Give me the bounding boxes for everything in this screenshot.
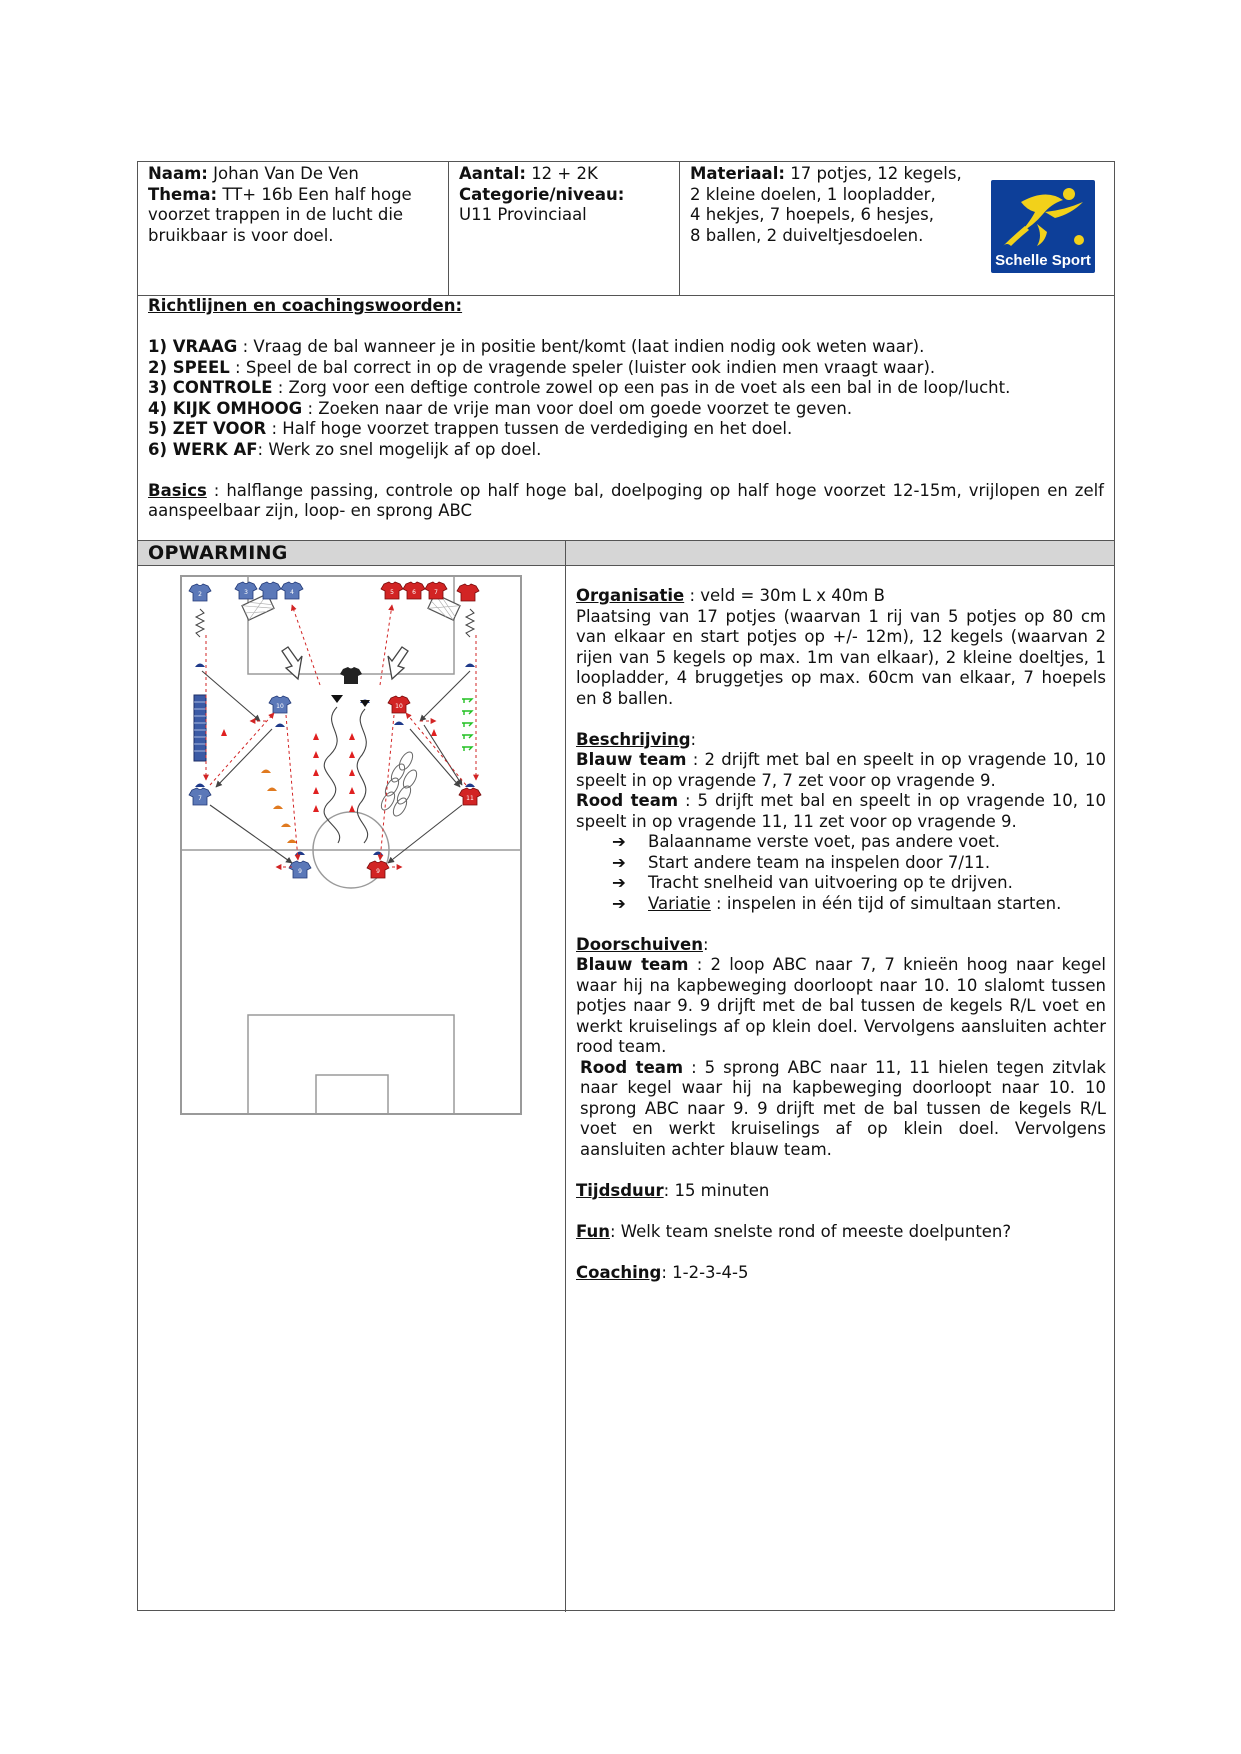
blauw-team-desc: Blauw team : 2 drijft met bal en speelt in op vragende 10, 10 speelt in op vragende 7, 7 zet voor op vragende 9.	[576, 750, 1106, 790]
blue-number-2: 2	[198, 591, 202, 598]
bullet-1: ➔ Balaanname verste voet, pas andere voet.	[612, 832, 1001, 851]
materiaal-line-4: 8 ballen, 2 duiveltjesdoelen.	[690, 225, 924, 245]
materiaal-line-3: 4 hekjes, 7 hoepels, 6 hesjes,	[690, 205, 934, 224]
blue-number-10: 10	[276, 703, 284, 710]
materiaal-line-2: 2 kleine doelen, 1 loopladder,	[690, 184, 936, 204]
guideline-item-2: 2) SPEEL : Speel de bal correct in op de vragende speler (luister ook indien men vraagt waar).	[148, 357, 936, 377]
logo-text: Schelle Sport	[995, 252, 1091, 269]
doorschuiven-rood: Rood team : 5 sprong ABC naar 11, 11 hielen tegen zitvlak naar kegel waar hij na kapbeweging doorloopt naar 10. 10 sprong ABC naar 9. 9 drijft met de bal tussen de kegels R/L voet en werkt kruiselings af op klein doel. Vervolgens aansluiten achter blauw team.	[580, 1057, 1106, 1159]
red-number-7: 7	[434, 589, 438, 596]
red-number-11: 11	[466, 795, 474, 802]
rood-team-desc: Rood team : 5 drijft met bal en speelt in op vragende 10, 10 speelt in op vragende 11, 11 zet voor op vragende 9.	[576, 791, 1106, 831]
description-column	[576, 586, 1106, 1283]
section-header	[138, 541, 1114, 566]
red-number-9: 9	[376, 868, 380, 875]
red-number-10: 10	[395, 703, 403, 710]
organisatie-line: Organisatie : veld = 30m L x 40m B	[576, 586, 885, 605]
arrow-icon: ➔	[612, 873, 626, 892]
session-sheet	[137, 161, 1115, 1611]
bullet-variatie: ➔ Variatie : inspelen in één tijd of simultaan starten.	[612, 893, 1062, 913]
red-number-6: 6	[412, 589, 416, 596]
coaching-line: Coaching: 1-2-3-4-5	[576, 1262, 749, 1282]
arrow-icon: ➔	[612, 832, 626, 851]
pitch-outline	[181, 576, 521, 1114]
guideline-item-1: 1) VRAAG : Vraag de bal wanneer je in positie bent/komt (laat indien nodig ook weten waar).	[148, 337, 925, 356]
header-name-cell	[138, 162, 449, 295]
naam-value: Johan Van De Ven	[213, 164, 359, 183]
thema-value: TT+ 16b Een half hoge voorzet trappen in de lucht die bruikbaar is voor doel.	[148, 184, 412, 245]
arrow-icon: ➔	[612, 893, 626, 913]
aantal-value: 12 + 2K	[531, 164, 598, 183]
red-number-5: 5	[390, 589, 394, 596]
naam-label: Naam:	[148, 164, 208, 183]
guidelines-section	[138, 296, 1114, 541]
guideline-item-5: 5) ZET VOOR : Half hoge voorzet trappen tussen de verdediging en het doel.	[148, 419, 793, 438]
tijdsduur-line: Tijdsduur: 15 minuten	[576, 1180, 770, 1200]
categorie-value: U11 Provinciaal	[459, 205, 587, 224]
doorschuiven-blauw: Blauw team : 2 loop ABC naar 7, 7 knieën hoog naar kegel waar hij na kapbeweging doorloopt naar 10. 10 slalomt tussen potjes naar 9. 9 drijft met de bal tussen de kegels R/L voet en werkt kruiselings af op klein doel. Vervolgens aansluiten achter rood team.	[576, 955, 1106, 1056]
exercise-diagram	[180, 575, 524, 1119]
arrow-icon: ➔	[612, 852, 626, 872]
thema-label: Thema:	[148, 184, 218, 204]
materiaal-line-1: 17 potjes, 12 kegels,	[790, 164, 962, 183]
guideline-item-3: 3) CONTROLE : Zorg voor een deftige controle zowel op een pas in de voet als een bal in de loop/lucht.	[148, 378, 1011, 397]
fun-line: Fun: Welk team snelste rond of meeste doelpunten?	[576, 1221, 1012, 1241]
blue-number-9: 9	[298, 868, 302, 875]
categorie-label: Categorie/niveau:	[459, 184, 625, 204]
guideline-item-4: 4) KIJK OMHOOG : Zoeken naar de vrije man voor doel om goede voorzet te geven.	[148, 398, 853, 418]
header-table	[138, 162, 1114, 296]
club-logo	[991, 180, 1095, 273]
bullet-3: ➔ Tracht snelheid van uitvoering op te drijven.	[612, 873, 1013, 892]
column-divider	[565, 541, 566, 1612]
aantal-label: Aantal:	[459, 164, 526, 183]
blue-number-7: 7	[198, 795, 202, 802]
bullet-2: ➔ Start andere team na inspelen door 7/11.	[612, 852, 991, 872]
guideline-item-6: 6) WERK AF: Werk zo snel mogelijk af op doel.	[148, 439, 542, 459]
doorschuiven-label: Doorschuiven:	[576, 934, 709, 954]
blue-number-3: 3	[244, 589, 248, 596]
guidelines-title: Richtlijnen en coachingswoorden:	[148, 296, 463, 315]
blue-number-4: 4	[290, 589, 294, 596]
section-title: OPWARMING	[148, 542, 288, 564]
agility-ladder	[194, 695, 206, 761]
beschrijving-label: Beschrijving:	[576, 729, 697, 749]
basics-line: Basics : halflange passing, controle op half hoge bal, doelpoging op half hoge voorzet 12-15m, vrijlopen en zelf aanspeelbaar zijn, loop- en sprong ABC	[148, 480, 1104, 520]
organisatie-text: Plaatsing van 17 potjes (waarvan 1 rij van 5 potjes op 80 cm van elkaar en start potjes op +/- 12m), 12 kegels (waarvan 2 rijen van 5 kegels op max. 1m van elkaar), 2 kleine doeltjes, 1 loopladder, 4 bruggetjes op max. 60cm van elkaar, 7 hoepels en 8 ballen.	[576, 606, 1106, 708]
header-count-cell	[449, 162, 680, 295]
materiaal-label: Materiaal:	[690, 164, 785, 183]
